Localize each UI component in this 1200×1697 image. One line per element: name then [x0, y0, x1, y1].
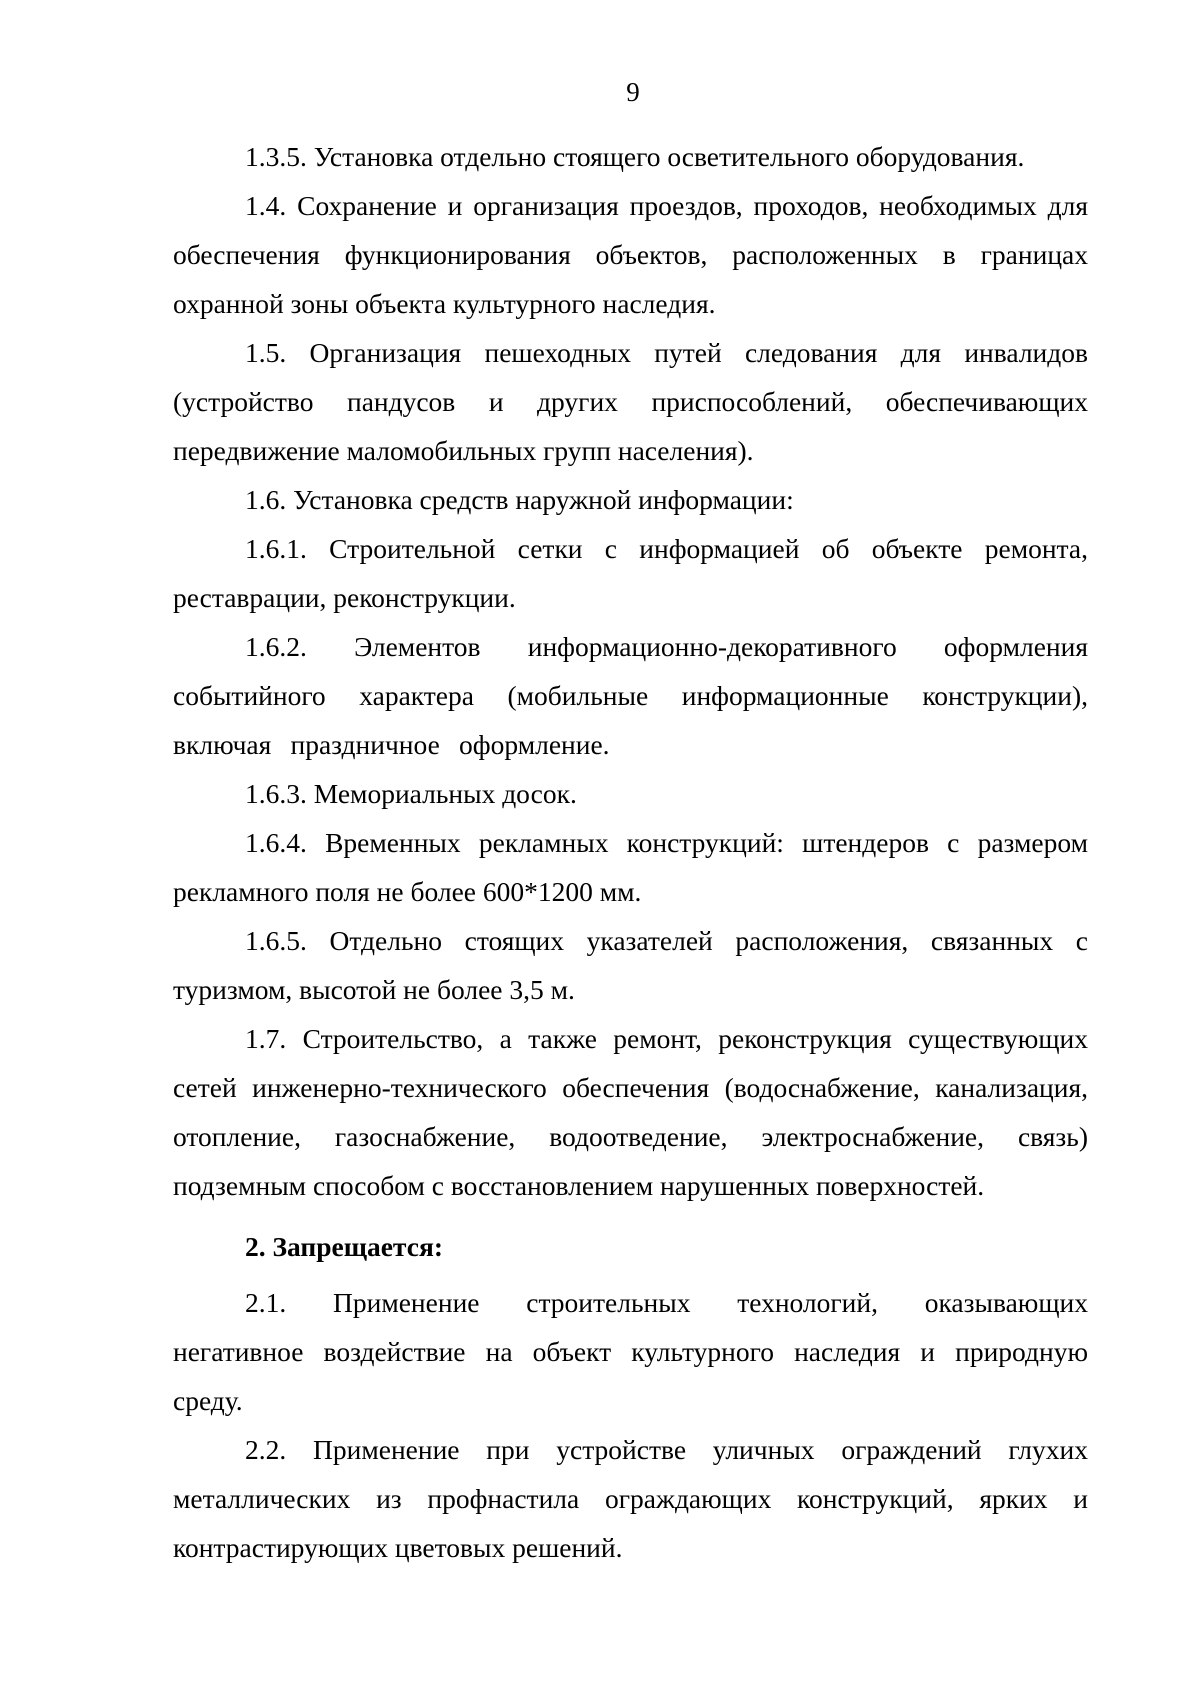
paragraph-1-6-4: 1.6.4. Временных рекламных конструкций: штендеров с размером рекламного поля не более 600*1200 мм.: [173, 827, 1088, 907]
paragraph-1-3-5: 1.3.5. Установка отдельно стоящего осветительного оборудования.: [245, 141, 1025, 172]
paragraph-1-6-5: 1.6.5. Отдельно стоящих указателей расположения, связанных с туризмом, высотой не более 3,5 м.: [173, 925, 1088, 1005]
paragraph-1-7: 1.7. Строительство, а также ремонт, реконструкция существующих сетей инженерно-технического обеспечения (водоснабжение, канализация, отопление, газоснабжение, водоотведение, электроснабжение, связь) подземным способом с восстановлением нарушенных поверхностей.: [173, 1023, 1088, 1201]
paragraph-1-6-2: 1.6.2. Элементов информационно-декоративного оформления событийного характера (мобильные информационные конструкции), включая праздничное оформление.: [173, 631, 1088, 760]
page-number: 9: [626, 77, 640, 107]
paragraph-2-2: 2.2. Применение при устройстве уличных ограждений глухих металлических из профнастила ограждающих конструкций, ярких и контрастирующих цветовых решений.: [173, 1434, 1088, 1563]
paragraph-2-1: 2.1. Применение строительных технологий, оказывающих негативное воздействие на объект культурного наследия и природную среду.: [173, 1287, 1088, 1416]
paragraph-1-6: 1.6. Установка средств наружной информации:: [245, 484, 794, 515]
section-2-heading: 2. Запрещается:: [245, 1231, 444, 1262]
paragraph-1-4: 1.4. Сохранение и организация проездов, проходов, необходимых для обеспечения функционирования объектов, расположенных в границах охранной зоны объекта культурного наследия.: [173, 190, 1088, 319]
paragraph-1-6-1: 1.6.1. Строительной сетки с информацией об объекте ремонта, реставрации, реконструкции.: [173, 533, 1088, 613]
paragraph-1-5: 1.5. Организация пешеходных путей следования для инвалидов (устройство пандусов и других приспособлений, обеспечивающих передвижение маломобильных групп населения).: [173, 337, 1088, 466]
document-body: [173, 132, 1088, 1572]
paragraph-1-6-3: 1.6.3. Мемориальных досок.: [245, 778, 577, 809]
